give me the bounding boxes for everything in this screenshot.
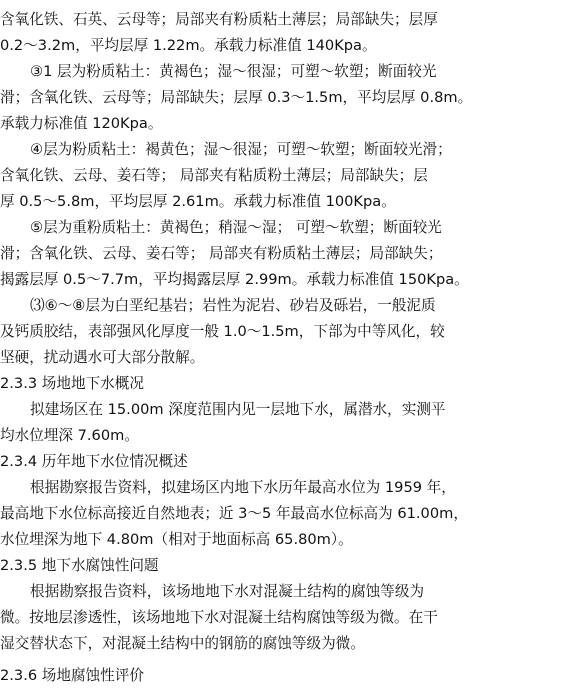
section-heading-233: 2.3.3 场地地下水概况	[0, 375, 144, 392]
paragraph-line: ④层为粉质粘土：褐黄色；湿～很湿；可塑～软塑；断面较光滑；	[30, 141, 452, 158]
paragraph-line: ⑤层为重粉质粘土：黄褐色；稍湿～湿； 可塑～软塑；断面较光	[30, 219, 442, 236]
paragraph-line: 拟建场区在 15.00m 深度范围内见一层地下水，属潜水，实测平	[30, 401, 446, 418]
section-heading-236: 2.3.6 场地腐蚀性评价	[0, 667, 144, 684]
paragraph-line: 及钙质胶结，表部强风化厚度一般 1.0～1.5m，下部为中等风化，较	[0, 323, 445, 340]
paragraph-line: 含氧化铁、石英、云母等；局部夹有粉质粘土薄层；局部缺失；层厚	[0, 11, 438, 28]
paragraph-line: 湿交替状态下，对混凝土结构中的钢筋的腐蚀等级为微。	[0, 635, 365, 652]
section-heading-235: 2.3.5 地下水腐蚀性问题	[0, 557, 159, 574]
paragraph-line: 均水位埋深 7.60m。	[0, 427, 139, 444]
paragraph-line: 水位埋深为地下 4.80m（相对于地面标高 65.80m）。	[0, 531, 353, 548]
paragraph-line: 坚硬，扰动遇水可大部分散解。	[0, 349, 205, 366]
paragraph-line: 厚 0.5～5.8m，平均层厚 2.61m。承载力标准值 100Kpa。	[0, 193, 396, 210]
paragraph-line: 微。按地层渗透性，该场地地下水对混凝土结构腐蚀等级为微。在干	[0, 609, 438, 626]
paragraph-line: 0.2～3.2m，平均层厚 1.22m。承载力标准值 140Kpa。	[0, 37, 377, 54]
paragraph-line: ⑶⑥～⑧层为白垩纪基岩；岩性为泥岩、砂岩及砾岩，一般泥质	[30, 297, 436, 314]
paragraph-line: ③1 层为粉质粘土：黄褐色；湿～很湿；可塑～软塑；断面较光	[30, 63, 437, 80]
paragraph-line: 揭露层厚 0.5～7.7m，平均揭露层厚 2.99m。承载力标准值 150Kpa。	[0, 271, 469, 288]
paragraph-line: 承载力标准值 120Kpa。	[0, 115, 163, 132]
paragraph-line: 根据勘察报告资料，该场地地下水对混凝土结构的腐蚀等级为	[30, 583, 425, 600]
paragraph-line: 滑；含氧化铁、云母等；局部缺失；层厚 0.3～1.5m，平均层厚 0.8m。	[0, 89, 473, 106]
section-heading-234: 2.3.4 历年地下水位情况概述	[0, 453, 188, 470]
paragraph-line: 根据勘察报告资料，拟建场区内地下水历年最高水位为 1959 年，	[30, 479, 456, 496]
paragraph-line: 最高地下水位标高接近自然地表；近 3～5 年最高水位标高为 61.00m，	[0, 505, 468, 522]
paragraph-line: 含氧化铁、云母、姜石等； 局部夹有粘质粉土薄层；局部缺失；层	[0, 167, 428, 184]
paragraph-line: 滑；含氧化铁、云母、姜石等； 局部夹有粉质粘土薄层；局部缺失；	[0, 245, 443, 262]
